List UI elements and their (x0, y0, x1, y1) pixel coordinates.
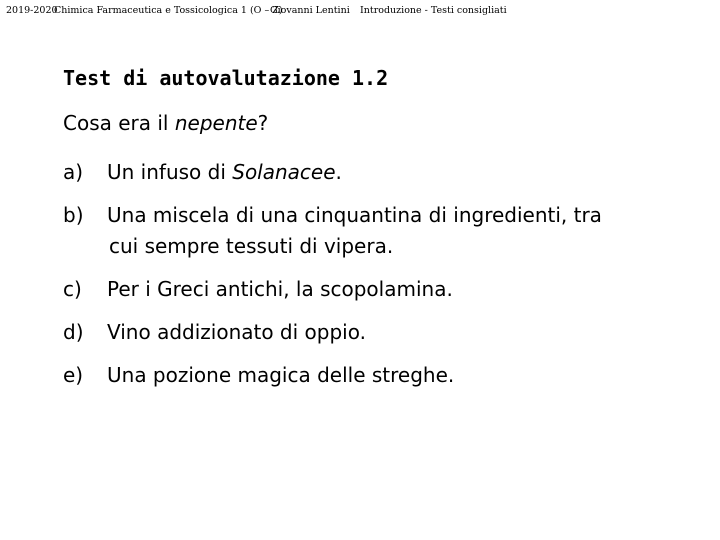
option-text: Una pozione magica delle streghe. (107, 363, 455, 387)
option-e (63, 360, 703, 391)
option-text: Una miscela di una cinquantina di ingredienti, tra (107, 203, 602, 227)
header-course: Chimica Farmaceutica e Tossicologica 1 (O – Z) (54, 5, 283, 16)
header-section: Introduzione - Testi consigliati (360, 5, 507, 16)
header-author: Giovanni Lentini (270, 5, 350, 16)
option-d (63, 317, 703, 348)
option-letter: e) (63, 363, 84, 387)
option-letter: b) (63, 203, 84, 227)
option-b (63, 200, 703, 262)
option-text: Vino addizionato di oppio. (107, 320, 366, 344)
option-a-text: Un infuso di (107, 160, 233, 184)
header-year: 2019-2020 (6, 5, 58, 16)
option-a-after: . (335, 160, 342, 184)
question-suffix: ? (257, 111, 269, 135)
option-letter: d) (63, 320, 84, 344)
answer-options (63, 157, 703, 391)
question-text (63, 111, 268, 135)
question-prefix: Cosa era il (63, 111, 175, 135)
option-letter: c) (63, 277, 82, 301)
option-text-continuation: cui sempre tessuti di vipera. (109, 234, 394, 258)
question-term: nepente (174, 111, 258, 135)
option-c (63, 274, 703, 305)
option-letter: a) (63, 160, 84, 184)
option-a-emph: Solanacee (232, 160, 336, 184)
option-a (63, 157, 703, 188)
option-text: Per i Greci antichi, la scopolamina. (107, 277, 453, 301)
option-text (107, 157, 703, 188)
slide-title: Test di autovalutazione 1.2 (63, 66, 389, 90)
